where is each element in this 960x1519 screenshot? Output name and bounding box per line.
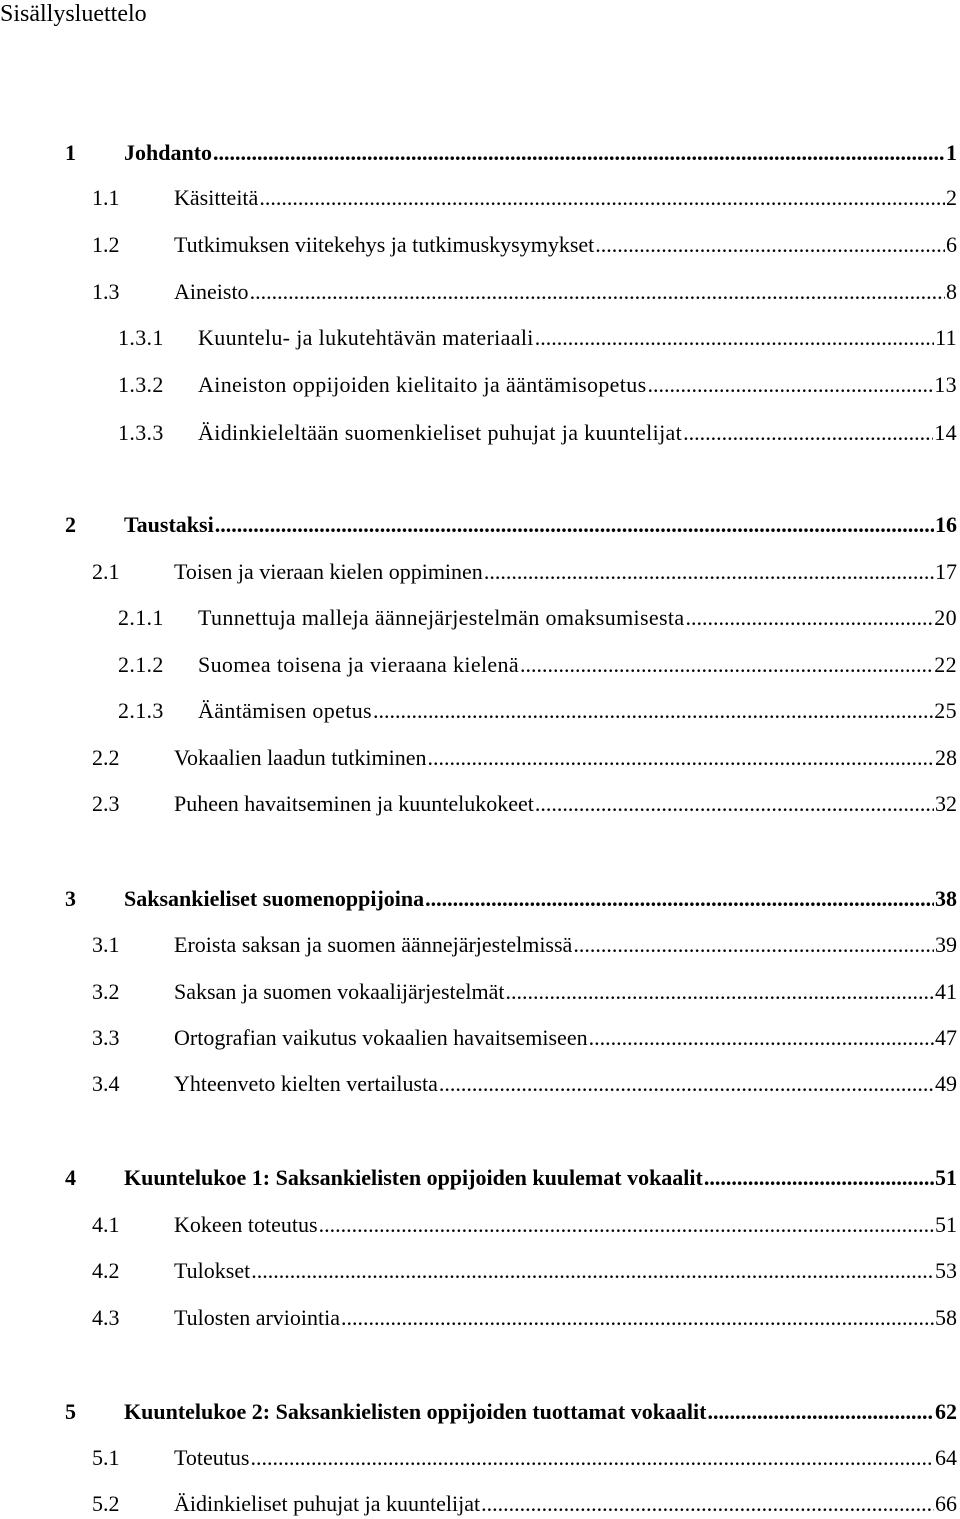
dot-leader bbox=[319, 1210, 934, 1240]
toc-entry-number: 2 bbox=[65, 512, 76, 537]
toc-entry-title[interactable]: Tulosten arviointia bbox=[174, 1305, 341, 1330]
toc-entry-number: 2.1.1 bbox=[118, 605, 164, 630]
toc-entry-number: 4.2 bbox=[92, 1258, 120, 1283]
toc-entry-title[interactable]: Käsitteitä bbox=[174, 185, 259, 210]
toc-entry-chapter[interactable] bbox=[65, 884, 957, 914]
toc-entry-line bbox=[124, 884, 957, 914]
dot-leader bbox=[213, 138, 945, 168]
dot-leader bbox=[573, 930, 934, 960]
toc-entry-page-number[interactable]: 17 bbox=[935, 559, 957, 584]
toc-entry-subsection[interactable] bbox=[118, 370, 957, 400]
toc-entry-subsection[interactable] bbox=[118, 603, 957, 633]
dot-leader bbox=[425, 884, 934, 914]
toc-entry-line bbox=[174, 789, 957, 819]
toc-entry-title[interactable]: Ortografian vaikutus vokaalien havaitsemiseen bbox=[174, 1025, 588, 1050]
toc-entry-number: 1.3.3 bbox=[118, 420, 164, 445]
toc-entry-section[interactable] bbox=[92, 1256, 957, 1286]
toc-entry-number: 1.3.2 bbox=[118, 372, 164, 397]
toc-entry-line bbox=[174, 1303, 957, 1333]
toc-entry-line bbox=[198, 418, 957, 448]
toc-entry-title[interactable]: Toisen ja vieraan kielen oppiminen bbox=[174, 559, 483, 584]
toc-entry-line bbox=[174, 930, 957, 960]
dot-leader bbox=[428, 743, 934, 773]
toc-entry-page-number[interactable]: 13 bbox=[934, 372, 957, 397]
toc-entry-title[interactable]: Suomea toisena ja vieraana kielenä bbox=[198, 652, 519, 677]
dot-leader bbox=[595, 230, 945, 260]
toc-entry-line bbox=[174, 1256, 957, 1286]
toc-entry-line bbox=[174, 1069, 957, 1099]
toc-entry-number: 2.2 bbox=[92, 745, 120, 770]
dot-leader bbox=[484, 557, 934, 587]
toc-entry-page-number[interactable]: 47 bbox=[935, 1025, 957, 1050]
toc-entry-page-number[interactable]: 66 bbox=[935, 1491, 957, 1516]
toc-entry-title[interactable]: Ääntämisen opetus bbox=[198, 698, 372, 723]
toc-entry-title[interactable]: Aineiston oppijoiden kielitaito ja ääntämisopetus bbox=[198, 372, 647, 397]
toc-entry-subsection[interactable] bbox=[118, 696, 957, 726]
toc-entry-line bbox=[174, 977, 957, 1007]
toc-entry-title[interactable]: Kokeen toteutus bbox=[174, 1212, 318, 1237]
toc-entry-section[interactable] bbox=[92, 183, 957, 213]
dot-leader bbox=[250, 1443, 934, 1473]
toc-entry-title[interactable]: Eroista saksan ja suomen äännejärjestelmissä bbox=[174, 932, 573, 957]
toc-entry-section[interactable] bbox=[92, 743, 957, 773]
toc-entry-line bbox=[124, 138, 957, 168]
toc-entry-title[interactable]: Johdanto bbox=[124, 140, 213, 165]
toc-entry-page-number[interactable]: 22 bbox=[934, 652, 957, 677]
toc-entry-page-number[interactable]: 51 bbox=[935, 1165, 957, 1190]
dot-leader bbox=[648, 370, 934, 400]
dot-leader bbox=[341, 1303, 934, 1333]
toc-entry-number: 2.1.2 bbox=[118, 652, 164, 677]
toc-entry-page-number[interactable]: 39 bbox=[935, 932, 957, 957]
toc-entry-page-number[interactable]: 14 bbox=[934, 420, 957, 445]
toc-entry-subsection[interactable] bbox=[118, 323, 957, 353]
toc-entry-line bbox=[198, 696, 957, 726]
toc-entry-number: 3.3 bbox=[92, 1025, 120, 1050]
toc-entry-number: 1.3 bbox=[92, 279, 120, 304]
toc-entry-chapter[interactable] bbox=[65, 1163, 957, 1193]
toc-entry-title[interactable]: Saksan ja suomen vokaalijärjestelmät bbox=[174, 979, 505, 1004]
toc-entry-number: 5.1 bbox=[92, 1445, 120, 1470]
toc-entry-title[interactable]: Saksankieliset suomenoppijoina bbox=[124, 886, 425, 911]
dot-leader bbox=[683, 418, 933, 448]
toc-entry-number: 2.1.3 bbox=[118, 698, 164, 723]
dot-leader bbox=[250, 277, 945, 307]
toc-entry-number: 3 bbox=[65, 886, 76, 911]
toc-entry-title[interactable]: Kuuntelukoe 2: Saksankielisten oppijoiden tuottamat vokaalit bbox=[124, 1399, 707, 1424]
toc-entry-page-number[interactable]: 1 bbox=[946, 140, 957, 165]
toc-entry-page-number[interactable]: 2 bbox=[946, 185, 957, 210]
dot-leader bbox=[589, 1023, 934, 1053]
toc-entry-title[interactable]: Tunnettuja malleja äännejärjestelmän omaksumisesta bbox=[198, 605, 685, 630]
toc-entry-page-number[interactable]: 62 bbox=[935, 1399, 957, 1424]
toc-entry-title[interactable]: Aineisto bbox=[174, 279, 249, 304]
toc-entry-title[interactable]: Kuuntelukoe 1: Saksankielisten oppijoiden kuulemat vokaalit bbox=[124, 1165, 703, 1190]
toc-entry-chapter[interactable] bbox=[65, 138, 957, 168]
toc-entry-title[interactable]: Yhteenveto kielten vertailusta bbox=[174, 1071, 438, 1096]
document-title: Sisällysluettelo bbox=[0, 1, 147, 27]
toc-entry-number: 1.3.1 bbox=[118, 325, 164, 350]
toc-entry-line bbox=[174, 1443, 957, 1473]
toc-entry-chapter[interactable] bbox=[65, 510, 957, 540]
toc-entry-line bbox=[174, 1210, 957, 1240]
toc-entry-title[interactable]: Tutkimuksen viitekehys ja tutkimuskysymykset bbox=[174, 232, 595, 257]
toc-entry-title[interactable]: Tulokset bbox=[174, 1258, 251, 1283]
toc-entry-number: 5 bbox=[65, 1399, 76, 1424]
toc-entry-section[interactable] bbox=[92, 277, 957, 307]
toc-entry-page-number[interactable]: 16 bbox=[935, 512, 957, 537]
toc-entry-title[interactable]: Äidinkieleltään suomenkieliset puhujat ja kuuntelijat bbox=[198, 420, 683, 445]
toc-entry-number: 1 bbox=[65, 140, 76, 165]
toc-entry-subsection[interactable] bbox=[118, 418, 957, 448]
dot-leader bbox=[259, 183, 945, 213]
toc-entry-page-number[interactable]: 53 bbox=[935, 1258, 957, 1283]
toc-entry-section[interactable] bbox=[92, 1443, 957, 1473]
dot-leader bbox=[535, 789, 934, 819]
dot-leader bbox=[704, 1163, 934, 1193]
toc-entry-line bbox=[198, 370, 957, 400]
dot-leader bbox=[520, 650, 933, 680]
dot-leader bbox=[373, 696, 933, 726]
toc-entry-page-number[interactable]: 32 bbox=[935, 791, 957, 816]
toc-entry-page-number[interactable]: 8 bbox=[946, 279, 957, 304]
dot-leader bbox=[215, 510, 934, 540]
toc-entry-number: 4.3 bbox=[92, 1305, 120, 1330]
toc-entry-line bbox=[174, 1489, 957, 1519]
toc-entry-title[interactable]: Vokaalien laadun tutkiminen bbox=[174, 745, 427, 770]
toc-entry-subsection[interactable] bbox=[118, 650, 957, 680]
toc-entry-number: 1.1 bbox=[92, 185, 120, 210]
toc-entry-title[interactable]: Äidinkieliset puhujat ja kuuntelijat bbox=[174, 1491, 481, 1516]
toc-entry-line bbox=[174, 743, 957, 773]
toc-entry-line bbox=[174, 1023, 957, 1053]
toc-entry-line bbox=[198, 323, 957, 353]
toc-entry-section[interactable] bbox=[92, 230, 957, 260]
toc-entry-section[interactable] bbox=[92, 557, 957, 587]
toc-entry-section[interactable] bbox=[92, 1023, 957, 1053]
toc-entry-section[interactable] bbox=[92, 1489, 957, 1519]
toc-entry-title[interactable]: Puheen havaitseminen ja kuuntelukokeet bbox=[174, 791, 534, 816]
toc-entry-chapter[interactable] bbox=[65, 1397, 957, 1427]
toc-entry-line bbox=[124, 510, 957, 540]
toc-entry-page-number[interactable]: 11 bbox=[935, 325, 957, 350]
toc-entry-section[interactable] bbox=[92, 789, 957, 819]
toc-entry-section[interactable] bbox=[92, 977, 957, 1007]
toc-entry-section[interactable] bbox=[92, 1069, 957, 1099]
toc-entry-page-number[interactable]: 38 bbox=[935, 886, 957, 911]
toc-entry-number: 2.1 bbox=[92, 559, 120, 584]
dot-leader bbox=[251, 1256, 934, 1286]
toc-entry-number: 4.1 bbox=[92, 1212, 120, 1237]
toc-entry-page-number[interactable]: 6 bbox=[946, 232, 957, 257]
toc-entry-page-number[interactable]: 49 bbox=[935, 1071, 957, 1096]
toc-entry-number: 1.2 bbox=[92, 232, 120, 257]
toc-entry-section[interactable] bbox=[92, 1210, 957, 1240]
toc-entry-line bbox=[174, 557, 957, 587]
toc-entry-page-number[interactable]: 20 bbox=[934, 605, 957, 630]
toc-entry-title[interactable]: Taustaksi bbox=[124, 512, 214, 537]
toc-entry-number: 3.1 bbox=[92, 932, 120, 957]
toc-entry-line bbox=[174, 277, 957, 307]
toc-entry-line bbox=[124, 1163, 957, 1193]
toc-entry-page-number[interactable]: 58 bbox=[935, 1305, 957, 1330]
toc-entry-number: 2.3 bbox=[92, 791, 120, 816]
toc-entry-section[interactable] bbox=[92, 1303, 957, 1333]
toc-entry-section[interactable] bbox=[92, 930, 957, 960]
toc-entry-page-number[interactable]: 51 bbox=[935, 1212, 957, 1237]
toc-entry-line bbox=[124, 1397, 957, 1427]
toc-entry-line bbox=[174, 230, 957, 260]
toc-entry-page-number[interactable]: 25 bbox=[934, 698, 957, 723]
dot-leader bbox=[439, 1069, 934, 1099]
toc-entry-line bbox=[198, 603, 957, 633]
dot-leader bbox=[506, 977, 934, 1007]
toc-entry-page-number[interactable]: 28 bbox=[935, 745, 957, 770]
toc-entry-page-number[interactable]: 64 bbox=[935, 1445, 957, 1470]
dot-leader bbox=[481, 1489, 934, 1519]
dot-leader bbox=[686, 603, 934, 633]
toc-entry-title[interactable]: Toteutus bbox=[174, 1445, 250, 1470]
toc-entry-title[interactable]: Kuuntelu- ja lukutehtävän materiaali bbox=[198, 325, 534, 350]
toc-entry-line bbox=[198, 650, 957, 680]
toc-entry-number: 5.2 bbox=[92, 1491, 120, 1516]
toc-entry-number: 4 bbox=[65, 1165, 76, 1190]
toc-entry-number: 3.2 bbox=[92, 979, 120, 1004]
dot-leader bbox=[707, 1397, 934, 1427]
toc-entry-line bbox=[174, 183, 957, 213]
toc-entry-number: 3.4 bbox=[92, 1071, 120, 1096]
toc-entry-page-number[interactable]: 41 bbox=[935, 979, 957, 1004]
dot-leader bbox=[535, 323, 934, 353]
